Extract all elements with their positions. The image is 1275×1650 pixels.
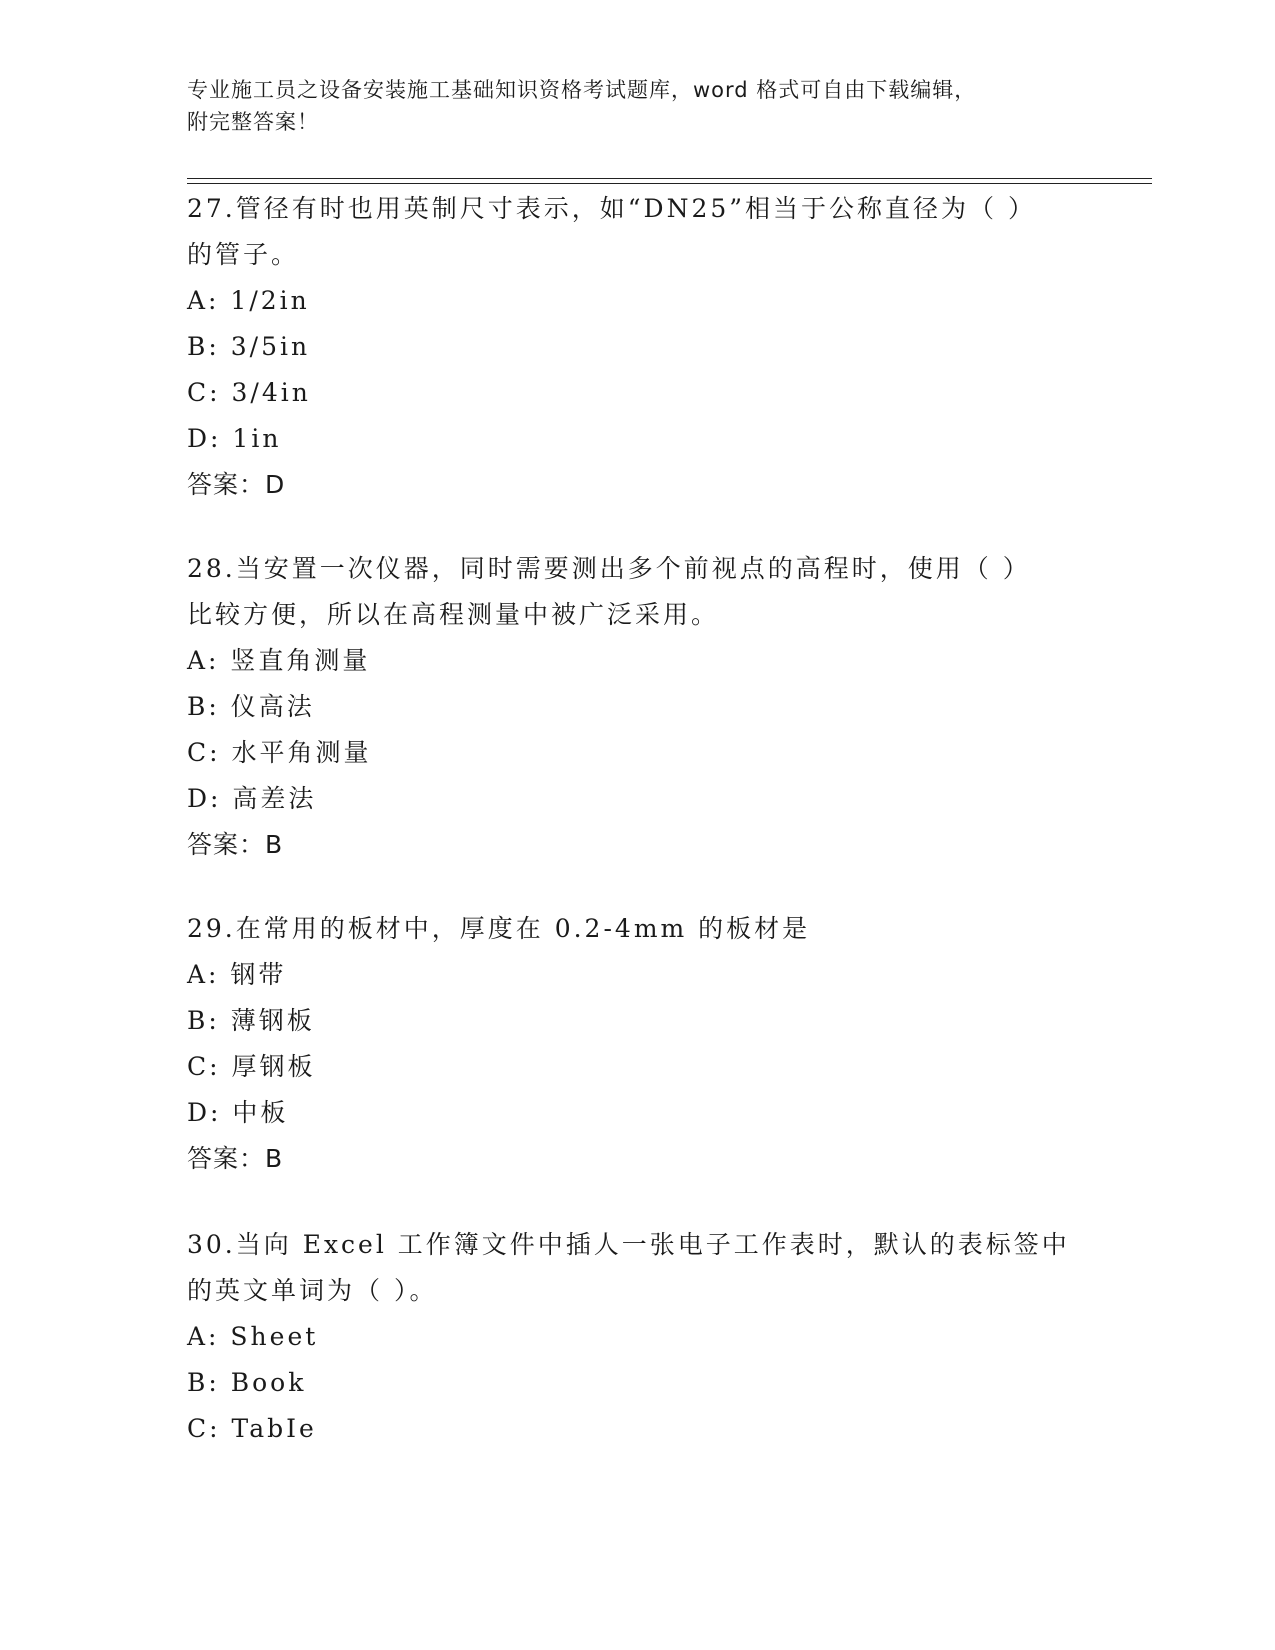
answer-line: 答案：B [187,830,284,859]
question-30 [187,1222,1087,1452]
option-d: D: 高差法 [187,784,317,813]
option-c: C: 厚钢板 [187,1052,316,1081]
header-divider-top [187,178,1152,179]
option-b: B: 3/5in [187,332,311,361]
option-a: A: Sheet [187,1322,319,1351]
option-c: C: 水平角测量 [187,738,372,767]
option-b: B: 仪高法 [187,692,315,721]
question-29 [187,906,1087,1182]
question-text-line-2: 比较方便，所以在高程测量中被广泛采用。 [187,600,720,629]
question-28 [187,546,1087,868]
question-text-line-2: 的英文单词为（ ）。 [187,1276,438,1305]
option-b: B: 薄钢板 [187,1006,315,1035]
option-c: C: TabIe [187,1414,317,1443]
header-line-2: 附完整答案！ [187,110,319,134]
option-d: D: 中板 [187,1098,289,1127]
option-d: D: 1in [187,424,282,453]
answer-line: 答案：B [187,1144,284,1173]
question-text-line-1: 30.当向 Excel 工作簿文件中插人一张电子工作表时，默认的表标签中 [187,1230,1070,1259]
option-a: A: 1/2in [187,286,310,315]
header-divider-bottom [187,183,1152,184]
header-line-1: 专业施工员之设备安装施工基础知识资格考试题库，word 格式可自由下载编辑， [187,78,977,102]
option-a: A: 钢带 [187,960,287,989]
option-b: B: Book [187,1368,307,1397]
question-27 [187,186,1087,508]
question-text-line-2: 的管子。 [187,240,300,269]
question-text-line-1: 28.当安置一次仪器，同时需要测出多个前视点的高程时，使用（ ） [187,554,1031,583]
document-header [187,74,1087,138]
answer-line: 答案：D [187,470,286,499]
option-a: A: 竖直角测量 [187,646,371,675]
option-c: C: 3/4in [187,378,311,407]
question-text-line-1: 29.在常用的板材中，厚度在 0.2-4mm 的板材是 [187,914,811,943]
question-text-line-1: 27.管径有时也用英制尺寸表示，如“DN25”相当于公称直径为（ ） [187,194,1036,223]
